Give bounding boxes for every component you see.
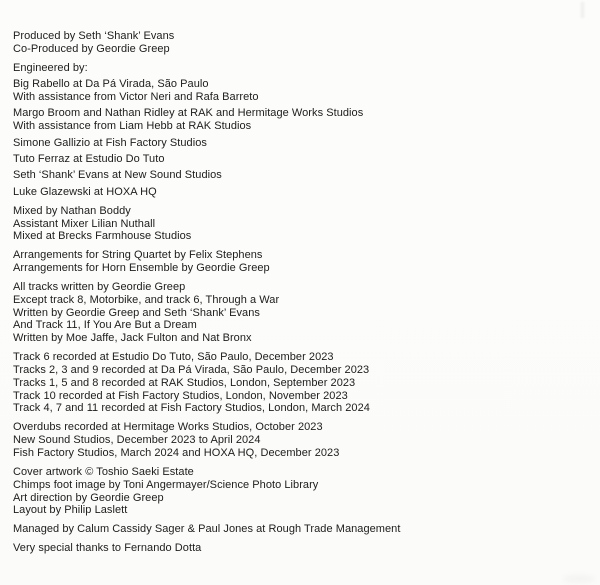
credits-line: Track 6 recorded at Estudio Do Tuto, São Paulo, December 2023 [13, 351, 334, 364]
credits-line: Assistant Mixer Lilian Nuthall [13, 217, 156, 230]
credits-paragraph-engineer-rabello [13, 78, 588, 104]
credits-line: Tracks 2, 3 and 9 recorded at Da Pá Virada, São Paulo, December 2023 [13, 364, 370, 377]
credits-line: Luke Glazewski at HOXA HQ [13, 185, 157, 198]
credits-paragraph-arrangements [13, 249, 588, 275]
credits-line: Margo Broom and Nathan Ridley at RAK and Hermitage Works Studios [13, 107, 364, 120]
credits-paragraph-writing [13, 281, 588, 345]
credits-line: With assistance from Victor Neri and Rafa Barreto [13, 90, 259, 103]
credits-line: All tracks written by Geordie Greep [13, 281, 186, 294]
credits-paragraph-artwork [13, 466, 588, 517]
credits-line: New Sound Studios, December 2023 to April 2024 [13, 434, 261, 447]
credits-line: Track 4, 7 and 11 recorded at Fish Factory Studios, London, March 2024 [13, 402, 370, 415]
credits-line: Produced by Seth ‘Shank’ Evans [13, 30, 175, 42]
credits-line: Chimps foot image by Toni Angermayer/Science Photo Library [13, 478, 319, 491]
credits-line: Fish Factory Studios, March 2024 and HOXA HQ, December 2023 [13, 447, 340, 459]
credits-line: Art direction by Geordie Greep [13, 491, 164, 504]
credits-line: Co-Produced by Geordie Greep [13, 42, 170, 55]
credits-line: Written by Moe Jaffe, Jack Fulton and Nat Bronx [13, 332, 252, 345]
credits-line: Seth ‘Shank’ Evans at New Sound Studios [13, 169, 222, 182]
credits-line: Written by Geordie Greep and Seth ‘Shank’ Evans [13, 306, 260, 319]
credits-paragraph-engineered-heading [13, 62, 588, 75]
credits-line: Cover artwork © Toshio Saeki Estate [13, 465, 194, 478]
credits-text [13, 30, 588, 561]
credits-line: Very special thanks to Fernando Dotta [13, 542, 202, 555]
scan-smudge-artifact [563, 575, 595, 583]
credits-paragraph-engineer-glazewski [13, 186, 588, 199]
credits-line: Mixed at Brecks Farmhouse Studios [13, 230, 192, 243]
credits-line: Layout by Philip Laslett [13, 504, 128, 517]
credits-paragraph-engineer-broom-ridley [13, 107, 588, 133]
credits-paragraph-management [13, 523, 588, 536]
credits-paragraph-mixing [13, 205, 588, 243]
credits-line: Track 10 recorded at Fish Factory Studios, London, November 2023 [13, 389, 348, 402]
credits-line: Tracks 1, 5 and 8 recorded at RAK Studios, London, September 2023 [13, 376, 356, 389]
credits-line: Managed by Calum Cassidy Sager & Paul Jones at Rough Trade Management [13, 523, 401, 536]
credits-line: And Track 11, If You Are But a Dream [13, 319, 197, 332]
credits-line: Arrangements for Horn Ensemble by Geordie Greep [13, 262, 270, 275]
credits-line: Mixed by Nathan Boddy [13, 204, 131, 217]
credits-paragraph-thanks [13, 542, 588, 555]
credits-line: Arrangements for String Quartet by Felix Stephens [13, 249, 263, 262]
credits-paragraph-engineer-ferraz [13, 153, 588, 166]
credits-line: Engineered by: [13, 61, 88, 74]
credits-paragraph-recording [13, 351, 588, 415]
credits-paragraph-overdubs [13, 421, 588, 459]
credits-line: Except track 8, Motorbike, and track 6, Through a War [13, 293, 280, 306]
credits-paragraph-engineer-gallizio [13, 137, 588, 150]
credits-line: With assistance from Liam Hebb at RAK Studios [13, 120, 252, 133]
credits-line: Tuto Ferraz at Estudio Do Tuto [13, 152, 165, 165]
credits-paragraph-produced [13, 30, 588, 56]
credits-paragraph-engineer-evans [13, 169, 588, 182]
credits-line: Simone Gallizio at Fish Factory Studios [13, 136, 207, 149]
scan-fold-artifact [581, 2, 584, 18]
credits-line: Overdubs recorded at Hermitage Works Studios, October 2023 [13, 421, 323, 434]
credits-line: Big Rabello at Da Pá Virada, São Paulo [13, 78, 209, 91]
